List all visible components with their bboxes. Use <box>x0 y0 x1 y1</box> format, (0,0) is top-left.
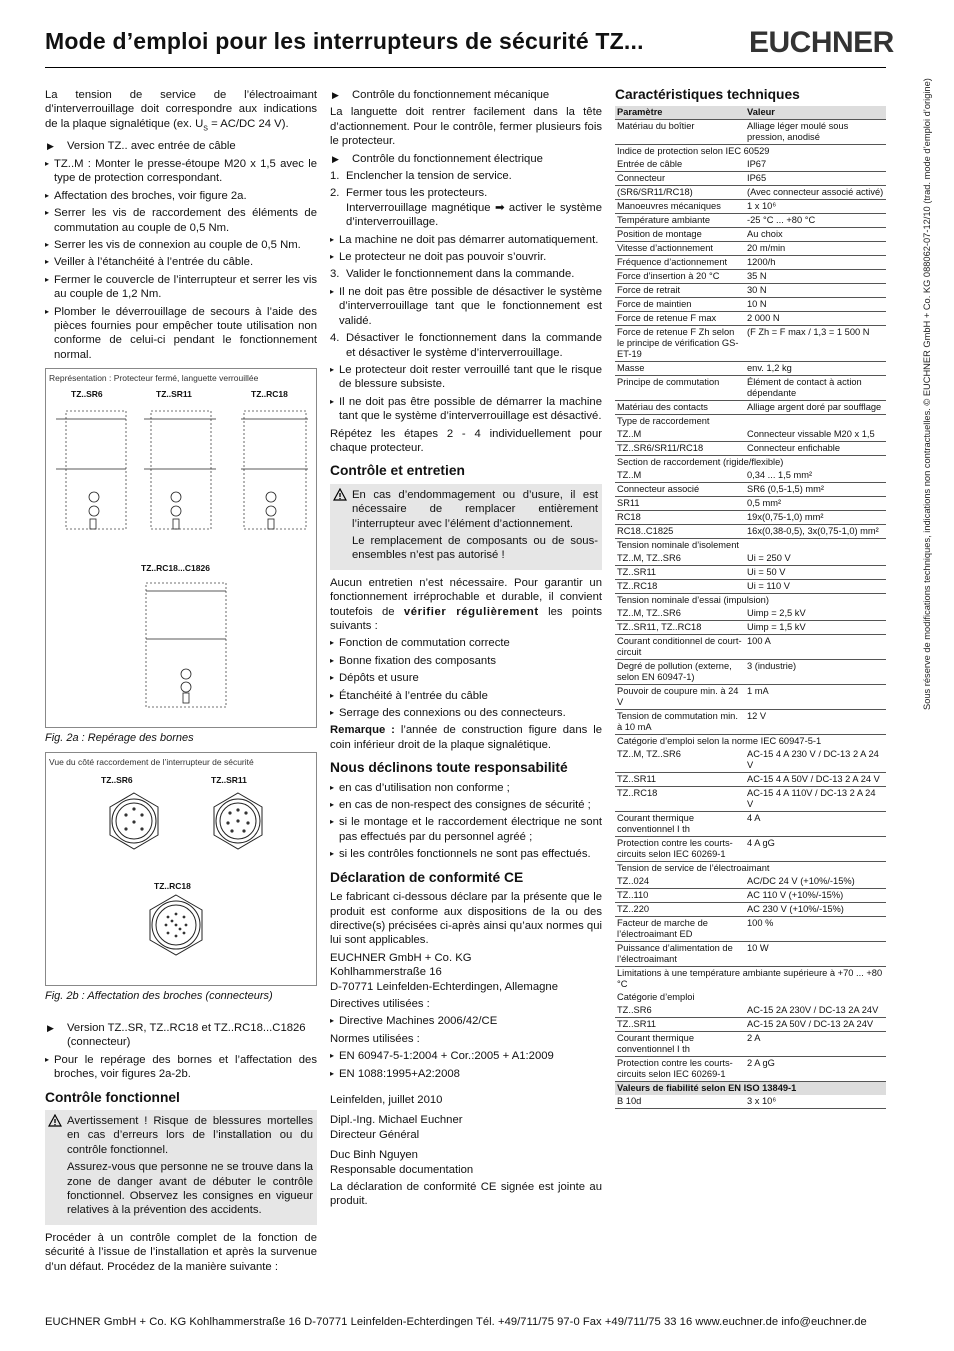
paragraph: Le fabricant ci-dessous déclare par la présente que le produit est conforme aux dispositions de la ou des directive(s) précisées ci-après ainsi qu’aux normes qui lui sont applicables. <box>330 891 602 947</box>
list-item: ▸ Fonction de commutation correcte <box>330 636 602 650</box>
table-row: Protection contre les courts-circuits selon IEC 60269-1 4 A gG <box>615 837 886 862</box>
table-row: Courant conditionnel de court-circuit 100 A <box>615 635 886 660</box>
list-item: ▸ EN 1088:1995+A2:2008 <box>330 1067 602 1081</box>
address-line: Kohlhammerstraße 16 <box>330 966 442 979</box>
label-sr11: TZ..SR11 <box>211 774 247 785</box>
section-heading-ce: Déclaration de conformité CE <box>330 869 524 885</box>
section-heading-tech: Caractéristiques techniques <box>615 87 800 102</box>
list-item: ▸ en cas d’utilisation non conforme ; <box>330 781 602 795</box>
table-row: Manoeuvres mécaniques 1 x 10⁶ <box>615 200 886 214</box>
table-row: TZ..SR11 AC-15 2A 50V / DC-13 2A 24V <box>615 1018 886 1032</box>
table-row: Limitations à une température ambiante supérieure à +70 ... +80 °C <box>617 968 883 990</box>
intro-text: La tension de service de l’électroaimant d’interverrouillage doit correspondre aux indications de la plaque signalétique (ex. $U_S = AC/DC$ 24 V). <box>45 89 317 133</box>
table-row: TZ..M, TZ..SR6 AC-15 4 A 230 V / DC-13 2 A 24 V <box>615 748 886 773</box>
list-item: ▸ Pour le repérage des bornes et l’affectation des broches, voir figures 2a-2b. <box>45 1053 317 1082</box>
table-row: TZ..220 AC 230 V (+10%/-15%) <box>615 903 886 917</box>
header-rule <box>45 67 886 68</box>
address-line: EUCHNER GmbH + Co. KG <box>330 951 472 964</box>
table-row: TZ..M 0,34 ... 1,5 mm² <box>615 469 886 483</box>
list-item: ▸ Le protecteur ne doit pas pouvoir s’ouvrir. <box>330 250 602 264</box>
table-row: Température ambiante -25 °C ... +80 °C <box>615 214 886 228</box>
list-item: ▸ Plomber le déverrouillage de secours à l’aide des pièces fournies pour empêcher toute utilisation non conforme de celui-ci pendant le fonctionnement normal. <box>45 305 317 363</box>
address-line: D-70771 Leinfelden-Echterdingen, Allemagne <box>330 980 558 993</box>
table-row: Catégorie d’emploi <box>617 992 695 1003</box>
table-row: TZ..RC18 AC-15 4 A 110V / DC-13 2 A 24 V <box>615 787 886 812</box>
step-item: 3. Valider le fonctionnement dans la commande. <box>330 268 575 281</box>
section-heading-functional-check: Contrôle fonctionnel <box>45 1089 180 1105</box>
table-row: Entrée de câble IP67 <box>615 158 886 172</box>
figure-2b-header: Vue du côté raccordement de l’interrupteur de sécurité <box>49 756 254 767</box>
table-row: TZ..SR6/SR11/RC18 Connecteur enfichable <box>615 442 886 456</box>
warning-text: Le remplacement de composants ou de sous-ensembles n’est pas autorisé ! <box>352 534 598 562</box>
list-item: ▸ si le montage et le raccordement électrique ne sont pas effectués par du personnel agréé ; <box>330 815 602 844</box>
table-row: TZ..SR11 AC-15 4 A 50V / DC-13 2 A 24 V <box>615 773 886 787</box>
table-row: Masse env. 1,2 kg <box>615 362 886 376</box>
label-sr6: TZ..SR6 <box>101 774 133 785</box>
list-item: ▸ Serrer les vis de raccordement des éléments de commutation au couple de 0,5 Nm. <box>45 206 317 235</box>
table-row: Tension nominale d’essai (impulsion) <box>617 595 769 606</box>
table-row: Valeurs de fiabilité selon EN ISO 13849-1 <box>615 1082 886 1096</box>
figure-2a-caption: Fig. 2a : Repérage des bornes <box>45 732 194 745</box>
table-row: Tension de service de l’électroaimant <box>617 863 770 874</box>
list-item: ▸ Directive Machines 2006/42/CE <box>330 1014 602 1028</box>
directives-heading: Directives utilisées : <box>330 997 430 1010</box>
table-row: TZ..024 AC/DC 24 V (+10%/-15%) <box>615 875 886 889</box>
table-row: Matériau du boîtier Alliage léger moulé sous pression, anodisé <box>615 120 886 145</box>
table-row: Connecteur IP65 <box>615 172 886 186</box>
table-row: Connecteur associé SR6 (0,5-1,5) mm² <box>615 483 886 497</box>
list-item: ▸ La machine ne doit pas démarrer automatiquement. <box>330 233 602 247</box>
section-heading-liability: Nous déclinons toute responsabilité <box>330 760 568 776</box>
table-header: Paramètre Valeur <box>615 106 886 120</box>
euchner-logo: EUCHNER <box>749 26 894 59</box>
column-middle <box>330 88 602 1212</box>
remark: Remarque : l’année de construction figure dans le coin inférieur droit de la plaque signalétique. <box>330 724 602 751</box>
table-row: Courant thermique conventionnel I th 4 A <box>615 812 886 837</box>
list-item: ▸ Il ne doit pas être possible de démarrer la machine tant que le système d’interverrouillage est désactivé. <box>330 395 602 424</box>
list-item: ▸ Affectation des broches, voir figure 2a. <box>45 189 317 203</box>
paragraph: Répétez les étapes 2 - 4 individuellement pour chaque protecteur. <box>330 427 602 454</box>
label-sr6: TZ..SR6 <box>71 389 103 400</box>
signatory-name: Duc Binh Nguyen <box>330 1149 418 1162</box>
table-row: Puissance d’alimentation de l’électroaimant 10 W <box>615 942 886 967</box>
table-row: Degré de pollution (externe, selon EN 60947-1) 3 (industrie) <box>615 660 886 685</box>
table-row: Force d’insertion à 20 °C 35 N <box>615 270 886 284</box>
table-row: Force de retrait 30 N <box>615 284 886 298</box>
paragraph: La languette doit rentrer facilement dans la tête d’actionnement. Pour le contrôle, fermer plusieurs fois le protecteur. <box>330 106 602 148</box>
version-cable-heading: ▶ Version TZ.. avec entrée de câble <box>45 139 317 153</box>
label-rc18: TZ..RC18 <box>154 880 191 891</box>
label-rc18: TZ..RC18 <box>251 389 288 400</box>
table-row: Pouvoir de coupure min. à 24 V 1 mA <box>615 685 886 710</box>
place-date: Leinfelden, juillet 2010 <box>330 1093 443 1106</box>
table-row: Force de maintien 10 N <box>615 298 886 312</box>
page-footer: EUCHNER GmbH + Co. KG Kohlhammerstraße 16 D-70771 Leinfelden-Echterdingen Tél. +49/711/75 97-0 Fax +49/711/75 33 16 www.euchner.de info@euchner.de <box>45 1316 867 1328</box>
step-item: 1. Enclencher la tension de service. <box>330 170 512 183</box>
table-row: Fréquence d’actionnement 1200/h <box>615 256 886 270</box>
step-item: 4. Désactiver le fonctionnement dans la commande et désactiver le système d’interverrouillage. <box>330 332 602 359</box>
signatory-title: Responsable documentation <box>330 1163 474 1176</box>
table-row: TZ..M, TZ..SR6 Uimp = 2,5 kV <box>615 607 886 621</box>
table-row: TZ..SR11 Ui = 50 V <box>615 566 886 580</box>
step-item: 2. Fermer tous les protecteurs. Interverrouillage magnétique ➡ activer le système d’interverrouillage. <box>330 187 602 229</box>
warning-text: En cas d’endommagement ou d’usure, il est nécessaire de remplacer entièrement l’interrupteur avec l’élément d’actionnement. <box>352 488 598 530</box>
table-row: TZ..M, TZ..SR6 Ui = 250 V <box>615 552 886 566</box>
table-row: TZ..SR6 AC-15 2A 230V / DC-13 2A 24V <box>615 1004 886 1018</box>
table-row: RC18 19x(0,75-1,0) mm² <box>615 511 886 525</box>
table-row: (SR6/SR11/RC18) (Avec connecteur associé activé) <box>615 186 886 200</box>
table-row: Section de raccordement (rigide/flexible) <box>617 457 784 468</box>
table-row: Position de montage Au choix <box>615 228 886 242</box>
table-row: Force de retenue F Zh selon le principe de vérification GS-ET-19 (F Zh = F max / 1,3 = 1 500 N <box>615 326 886 362</box>
label-rc18-c1826: TZ..RC18...C1826 <box>141 563 210 574</box>
table-row: Type de raccordement <box>617 416 710 427</box>
list-item: ▸ Serrer les vis de connexion au couple de 0,5 Nm. <box>45 238 317 252</box>
list-item: ▸ Bonne fixation des composants <box>330 654 602 668</box>
list-item: ▸ Le protecteur doit rester verrouillé tant que le risque de blessure subsiste. <box>330 363 602 392</box>
list-item: ▸ Serrage des connexions ou des connecteurs. <box>330 706 602 720</box>
table-row: Force de retenue F max 2 000 N <box>615 312 886 326</box>
table-row: Indice de protection selon IEC 60529 <box>617 146 770 157</box>
column-right <box>615 88 886 1109</box>
norms-heading: Normes utilisées : <box>330 1032 420 1045</box>
label-sr11: TZ..SR11 <box>156 389 192 400</box>
mechanical-check-heading: ▶ Contrôle du fonctionnement mécanique <box>330 88 602 102</box>
section-heading-maintenance: Contrôle et entretien <box>330 463 465 479</box>
figure-2a <box>45 368 317 728</box>
list-item: ▸ si les contrôles fonctionnels ne sont pas effectués. <box>330 847 602 861</box>
warning-box <box>45 1110 317 1225</box>
functional-check-text: Procéder à un contrôle complet de la fonction de sécurité à l’issue de l’installation et après la survenue d’un défaut. Procédez de la manière suivante : <box>45 1231 317 1273</box>
signatory-name: Dipl.-Ing. Michael Euchner <box>330 1114 463 1127</box>
side-note: Sous réserve de modifications techniques, indications non contractuelles. © EUCHNER GmbH + Co. KG 088062-07-12/10 (trad. mode d’emploi d’origine) <box>922 78 932 710</box>
list-item: ▸ Dépôts et usure <box>330 671 602 685</box>
list-item: ▸ Il ne doit pas être possible de désactiver le système d’interverrouillage tant que le fonctionnement est validé. <box>330 285 602 328</box>
paragraph: Aucun entretien n’est nécessaire. Pour garantir un fonctionnement irréprochable et durable, il convient toutefois de vérifier régulièrement les points suivants : <box>330 576 602 632</box>
table-row: B 10d 3 x 10⁶ <box>615 1095 886 1109</box>
table-row: TZ..SR11, TZ..RC18 Uimp = 1,5 kV <box>615 621 886 635</box>
table-row: Vitesse d’actionnement 20 m/min <box>615 242 886 256</box>
list-item: ▸ Étanchéité à l’entrée du câble <box>330 689 602 703</box>
figure-2b <box>45 752 317 986</box>
table-row: Protection contre les courts-circuits selon IEC 60269-1 2 A gG <box>615 1057 886 1082</box>
figure-2a-header: Représentation : Protecteur fermé, languette verrouillée <box>49 373 259 384</box>
table-row: TZ..110 AC 110 V (+10%/-15%) <box>615 889 886 903</box>
version-connector-heading: ▶ Version TZ..SR, TZ..RC18 et TZ..RC18...C1826 (connecteur) <box>45 1021 317 1050</box>
table-row: RC18..C1825 16x(0,38-0,5), 3x(0,75-1,0) mm² <box>615 525 886 539</box>
list-item: ▸ EN 60947-5-1:2004 + Cor.:2005 + A1:2009 <box>330 1049 602 1063</box>
table-row: Tension de commutation min. à 10 mA 12 V <box>615 710 886 735</box>
list-item: ▸ en cas de non-respect des consignes de sécurité ; <box>330 798 602 812</box>
paragraph: La déclaration de conformité CE signée est jointe au produit. <box>330 1181 602 1208</box>
list-item: ▸ Fermer le couvercle de l’interrupteur et serrer les vis au couple de 1,2 Nm. <box>45 273 317 302</box>
table-row: Tension nominale d’isolement <box>617 540 739 551</box>
terminal-diagram <box>46 369 318 727</box>
list-item: ▸ TZ..M : Monter le presse-étoupe M20 x 1,5 avec le type de protection correspondant. <box>45 157 317 186</box>
table-row: Catégorie d’emploi selon la norme IEC 60947-5-1 <box>617 736 822 747</box>
table-row: SR11 0,5 mm² <box>615 497 886 511</box>
table-row: TZ..M Connecteur vissable M20 x 1,5 <box>615 428 886 442</box>
table-row: Matériau des contacts Alliage argent doré par soufflage <box>615 401 886 415</box>
table-row: Courant thermique conventionnel I th 2 A <box>615 1032 886 1057</box>
figure-2b-caption: Fig. 2b : Affectation des broches (connecteurs) <box>45 989 273 1002</box>
column-left <box>45 88 317 1277</box>
warning-box <box>330 484 602 570</box>
page-title: Mode d’emploi pour les interrupteurs de sécurité TZ... <box>45 28 644 54</box>
electrical-check-heading: ▶ Contrôle du fonctionnement électrique <box>330 152 602 166</box>
table-row: TZ..RC18 Ui = 110 V <box>615 580 886 594</box>
warning-text: Avertissement ! Risque de blessures mortelles en cas d’erreurs lors de l’installation ou du contrôle fonctionnel. <box>67 1115 313 1156</box>
tech-table <box>615 106 886 1109</box>
signatory-title: Directeur Général <box>330 1128 420 1141</box>
warning-text: Assurez-vous que personne ne se trouve dans la zone de danger avant de débuter le contrôle fonctionnel. Observez les consignes en vigueur relatives à la prévention des accidents. <box>67 1161 313 1217</box>
list-item: ▸ Veiller à l’étanchéité à l’entrée du câble. <box>45 255 317 269</box>
table-row: Facteur de marche de l’électroaimant ED 100 % <box>615 917 886 942</box>
connector-diagram <box>46 753 318 985</box>
table-row: Principe de commutation Élément de contact à action dépendante <box>615 376 886 401</box>
warning-icon <box>333 488 347 505</box>
warning-icon <box>48 1114 62 1131</box>
